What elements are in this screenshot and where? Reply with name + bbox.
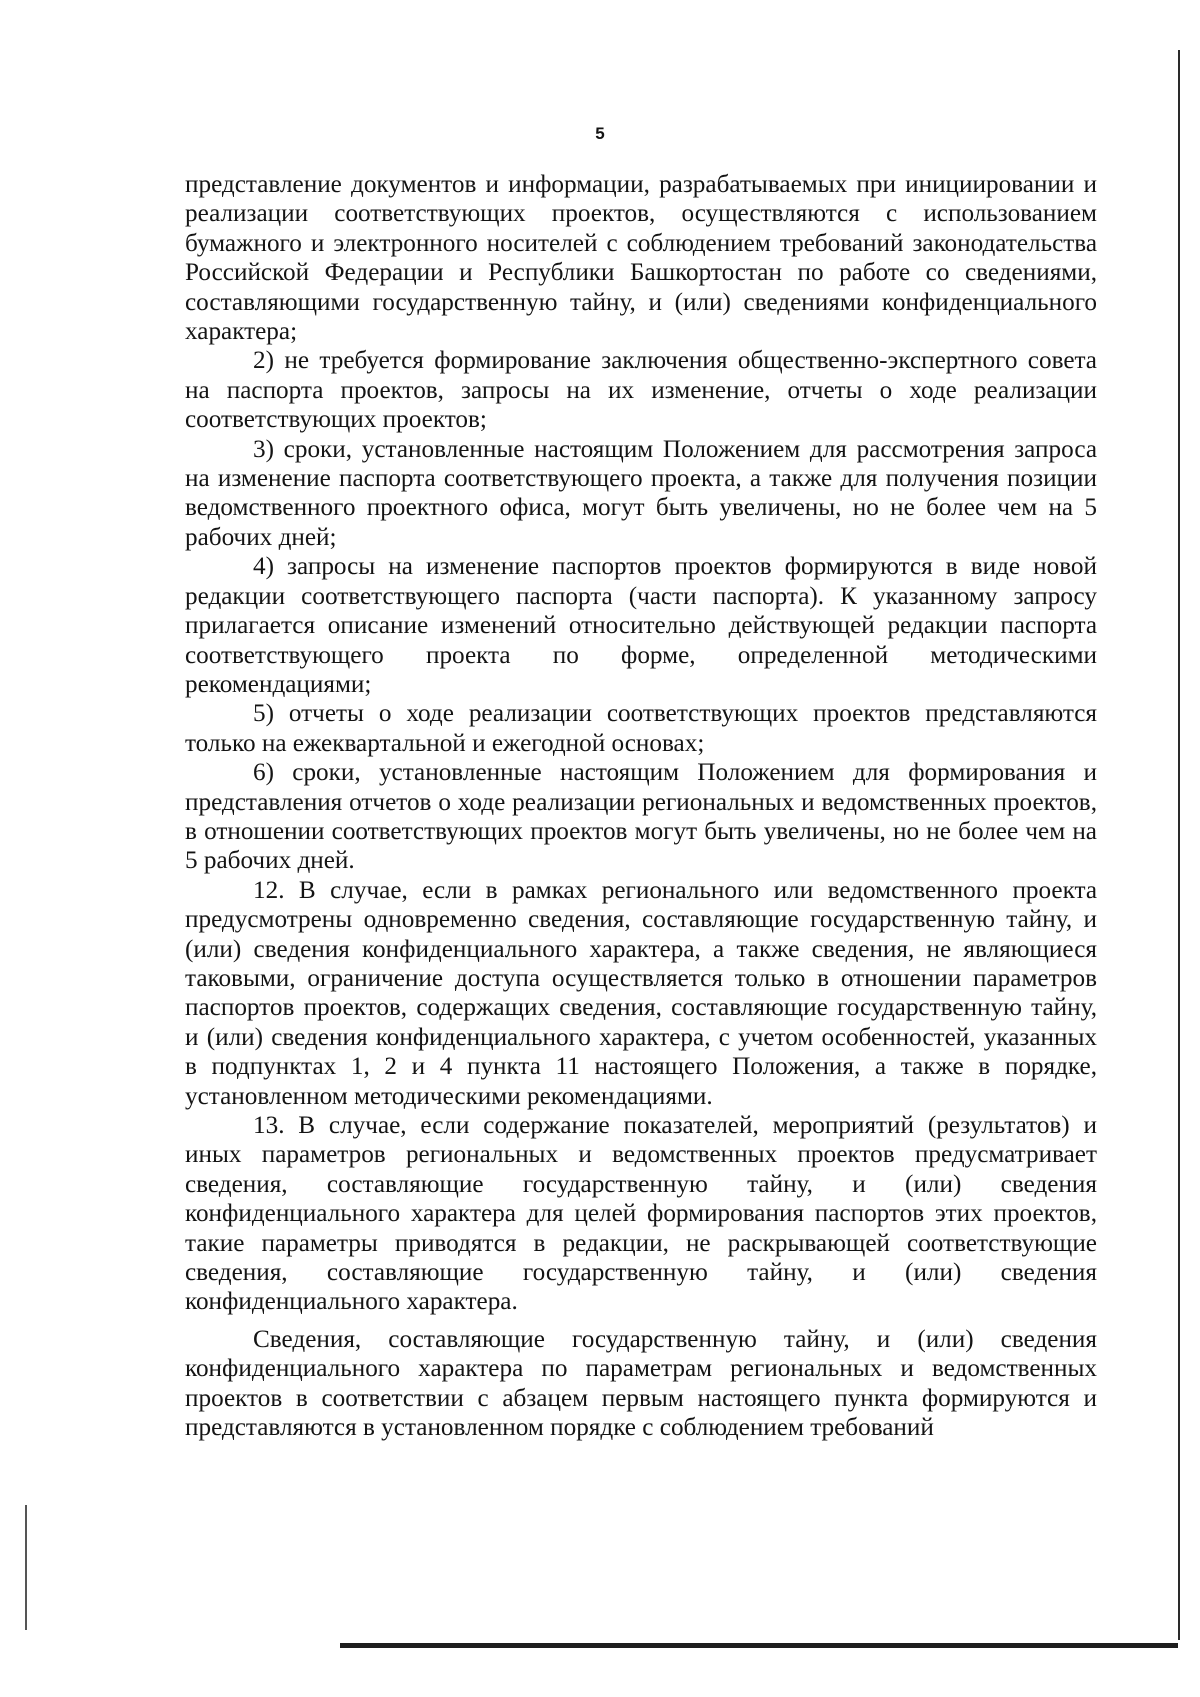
scan-edge-left (25, 1505, 27, 1630)
paragraph-continuation: представление документов и информации, разрабатываемых при инициировании и реализации соответствующих проектов, осуществляются с использованием бумажного и электронного носителей с соблюдением требований законодательства Российской Федерации и Республики Башкортостан по работе со сведениями, составляющими государственную тайну, и (или) сведениями конфиденциального характера; (185, 171, 1097, 346)
paragraph-item-5: 5) отчеты о ходе реализации соответствующих проектов представляются только на ежеквартальной и ежегодной основах; (185, 700, 1097, 757)
paragraph-item-3: 3) сроки, установленные настоящим Положением для рассмотрения запроса на изменение паспорта соответствующего проекта, а также для получения позиции ведомственного проектного офиса, могут быть увеличены, но не более чем на 5 рабочих дней; (185, 435, 1097, 551)
scan-edge-right (1178, 50, 1180, 1640)
paragraph-item-4: 4) запросы на изменение паспортов проектов формируются в виде новой редакции соответствующего паспорта (части паспорта). К указанному запросу прилагается описание изменений относительно действующей редакции паспорта соответствующего проекта по форме, определенной методическими рекомендациями; (185, 553, 1097, 698)
page-number: 5 (595, 124, 605, 143)
paragraph-section-12: 12. В случае, если в рамках регионального или ведомственного проекта предусмотрены одновременно сведения, составляющие государственную тайну, и (или) сведения конфиденциального характера, а также сведения, не являющиеся таковыми, ограничение доступа осуществляется только в отношении параметров паспортов проектов, содержащих сведения, составляющие государственную тайну, и (или) сведения конфиденциального характера, с учетом особенностей, указанных в подпунктах 1, 2 и 4 пункта 11 настоящего Положения, а также в порядке, установленном методическими рекомендациями. (185, 876, 1097, 1110)
paragraph-section-13-second: Сведения, составляющие государственную тайну, и (или) сведения конфиденциального характера по параметрам региональных и ведомственных проектов в соответствии с абзацем первым настоящего пункта формируются и представляются в установленном порядке с соблюдением требований (185, 1325, 1097, 1442)
paragraph-section-13: 13. В случае, если содержание показателей, мероприятий (результатов) и иных параметров региональных и ведомственных проектов предусматривает сведения, составляющие государственную тайну, и (или) сведения конфиденциального характера для целей формирования паспортов этих проектов, такие параметры приводятся в редакции, не раскрывающей соответствующие сведения, составляющие государственную тайну, и (или) сведения конфиденциального характера. (185, 1112, 1097, 1316)
document-body (185, 170, 1097, 1442)
scan-bottom-bar (340, 1643, 1178, 1648)
paragraph-item-6: 6) сроки, установленные настоящим Положением для формирования и представления отчетов о ходе реализации региональных и ведомственных проектов, в отношении соответствующих проектов могут быть увеличены, но не более чем на 5 рабочих дней. (185, 759, 1097, 875)
paragraph-item-2: 2) не требуется формирование заключения общественно-экспертного совета на паспорта проектов, запросы на их изменение, отчеты о ходе реализации соответствующих проектов; (185, 347, 1097, 434)
